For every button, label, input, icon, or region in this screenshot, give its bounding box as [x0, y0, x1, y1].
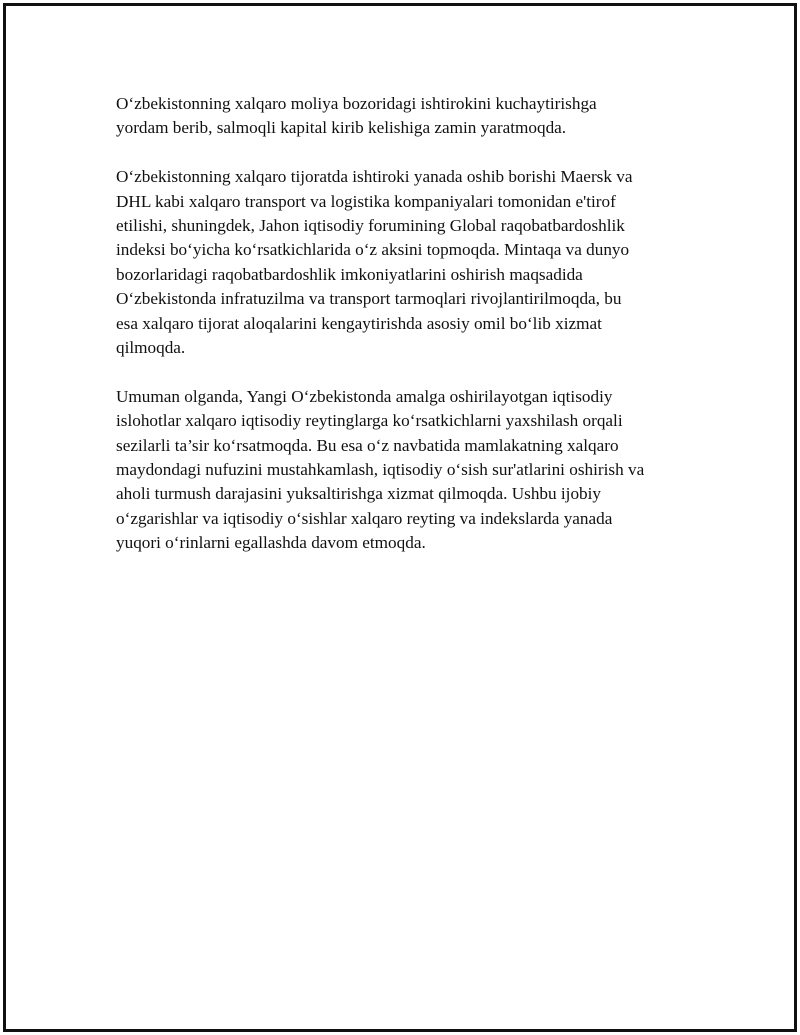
paragraph-2: O‘zbekistonning xalqaro tijoratda ishtiroki yanada oshib borishi Maersk va DHL kabi xalqaro transport va logistika kompaniyalari tomonidan e'tirof etilishi, shuningdek, Jahon iqtisodiy forumining Global raqobatbardoshlik indeksi bo‘yicha ko‘rsatkichlarida o‘z aksini topmoqda. Mintaqa va dunyo bozorlaridagi raqobatbardoshlik imkoniyatlarini oshirish maqsadida O‘zbekistonda infratuzilma va transport tarmoqlari rivojlantirilmoqda, bu esa xalqaro tijorat aloqalarini kengaytirishda asosiy omil bo‘lib xizmat qilmoqda.: [116, 167, 633, 358]
document-body: [116, 92, 696, 580]
paragraph-3: Umuman olganda, Yangi O‘zbekistonda amalga oshirilayotgan iqtisodiy islohotlar xalqaro iqtisodiy reytinglarga ko‘rsatkichlarni yaxshilash orqali sezilarli ta’sir ko‘rsatmoqda. Bu esa o‘z navbatida mamlakatning xalqaro maydondagi nufuzini mustahkamlash, iqtisodiy o‘sish sur'atlarini oshirish va aholi turmush darajasini yuksaltirishga xizmat qilmoqda. Ushbu ijobiy o‘zgarishlar va iqtisodiy o‘sishlar xalqaro reyting va indekslarda yanada yuqori o‘rinlarni egallashda davom etmoqda.: [116, 386, 645, 553]
paragraph-1: O‘zbekistonning xalqaro moliya bozoridagi ishtirokini kuchaytirishga yordam berib, salmoqli kapital kirib kelishiga zamin yaratmoqda.: [116, 94, 597, 138]
